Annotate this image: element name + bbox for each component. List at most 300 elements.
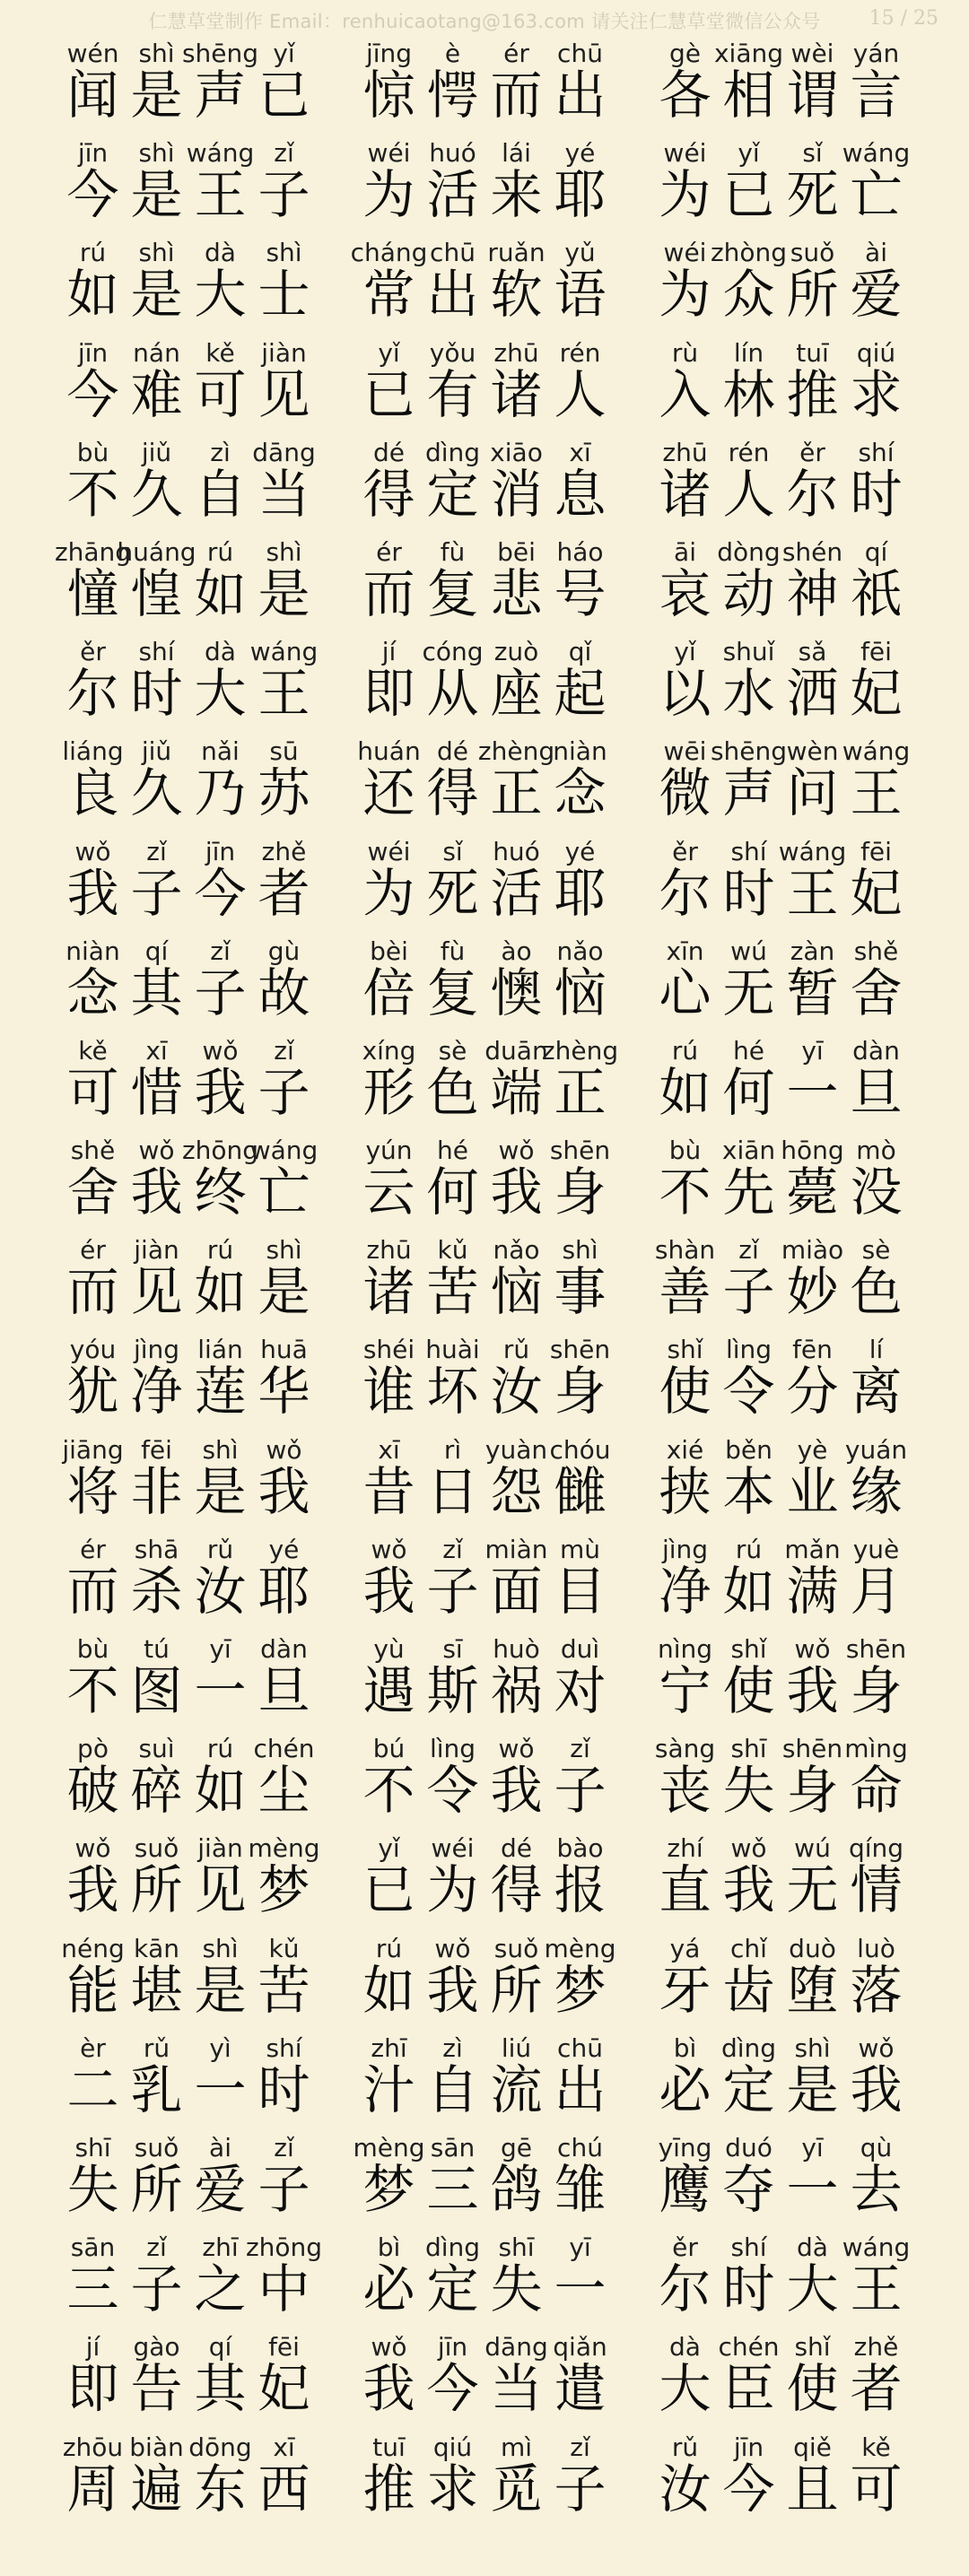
phrase bbox=[61, 1731, 316, 1831]
character-cell bbox=[252, 135, 316, 235]
pinyin: shí bbox=[266, 2032, 302, 2063]
hanzi: 我 bbox=[490, 1162, 543, 1223]
pinyin: mì bbox=[500, 2432, 533, 2462]
hanzi: 我 bbox=[130, 1162, 183, 1223]
pinyin: suǒ bbox=[790, 238, 835, 268]
hanzi: 汁 bbox=[362, 2058, 415, 2120]
pinyin: jiǔ bbox=[141, 437, 172, 467]
pinyin: bì bbox=[377, 2232, 401, 2263]
phrase bbox=[653, 1033, 908, 1133]
pinyin: mèng bbox=[248, 1833, 320, 1864]
character-cell bbox=[125, 235, 188, 335]
hanzi: 王 bbox=[786, 862, 839, 924]
pinyin: ěr bbox=[80, 637, 106, 667]
hanzi: 时 bbox=[722, 862, 775, 924]
hanzi: 求 bbox=[850, 363, 903, 425]
pinyin: xī bbox=[569, 437, 591, 467]
pinyin: shí bbox=[730, 836, 767, 866]
hanzi: 如 bbox=[194, 562, 247, 624]
character-cell bbox=[252, 934, 316, 1033]
character-cell bbox=[61, 934, 125, 1033]
character-cell bbox=[61, 1831, 125, 1930]
phrase bbox=[357, 834, 612, 934]
hanzi: 离 bbox=[850, 1361, 903, 1423]
pinyin: chú bbox=[557, 2132, 603, 2163]
character-cell bbox=[717, 834, 781, 934]
character-cell bbox=[188, 1033, 252, 1133]
character-cell bbox=[548, 135, 612, 235]
phrase bbox=[61, 1532, 316, 1632]
hanzi: 是 bbox=[786, 2058, 839, 2120]
pinyin: duò bbox=[789, 1933, 836, 1963]
hanzi: 定 bbox=[426, 2258, 479, 2320]
hanzi: 所 bbox=[130, 2158, 183, 2220]
hanzi: 色 bbox=[850, 1261, 903, 1323]
pinyin: háo bbox=[556, 536, 604, 567]
phrase bbox=[357, 1332, 612, 1432]
hanzi: 我 bbox=[258, 1460, 310, 1522]
hanzi: 身 bbox=[554, 1361, 607, 1423]
hanzi: 为 bbox=[659, 264, 711, 326]
pinyin: kǔ bbox=[437, 1235, 468, 1266]
pinyin: bèi bbox=[370, 936, 408, 966]
character-cell bbox=[421, 435, 484, 535]
phrase bbox=[61, 1432, 316, 1532]
hanzi: 王 bbox=[850, 2258, 903, 2320]
character-cell bbox=[357, 634, 421, 734]
hanzi: 先 bbox=[722, 1162, 775, 1223]
character-cell bbox=[781, 335, 844, 435]
character-cell bbox=[653, 2031, 717, 2130]
character-cell bbox=[188, 1731, 252, 1831]
character-cell bbox=[252, 1033, 316, 1133]
character-cell bbox=[717, 1232, 781, 1332]
character-cell bbox=[484, 1931, 548, 2031]
hanzi: 妃 bbox=[850, 663, 903, 725]
hanzi: 子 bbox=[258, 164, 310, 226]
hanzi: 如 bbox=[194, 1760, 247, 1822]
text-row bbox=[61, 1432, 908, 1532]
pinyin: wǒ bbox=[498, 1136, 535, 1166]
phrase bbox=[357, 1133, 612, 1232]
pinyin: yì bbox=[209, 2032, 231, 2063]
pinyin: rǔ bbox=[206, 1534, 234, 1564]
phrase bbox=[61, 235, 316, 335]
hanzi: 活 bbox=[426, 164, 479, 226]
character-cell bbox=[421, 1232, 484, 1332]
hanzi: 满 bbox=[786, 1560, 839, 1622]
hanzi: 复 bbox=[426, 962, 479, 1023]
pinyin: yù bbox=[373, 1634, 405, 1664]
character-cell bbox=[357, 834, 421, 934]
character-cell bbox=[125, 1931, 188, 2031]
hanzi: 使 bbox=[786, 2358, 839, 2420]
character-cell bbox=[548, 435, 612, 535]
hanzi: 苦 bbox=[426, 1261, 479, 1323]
character-cell bbox=[717, 2130, 781, 2230]
pinyin: dé bbox=[373, 437, 405, 467]
character-cell bbox=[188, 1831, 252, 1930]
character-cell bbox=[653, 1632, 717, 1731]
character-cell bbox=[125, 1133, 188, 1232]
pinyin: lìng bbox=[725, 1335, 773, 1365]
character-cell bbox=[653, 2230, 717, 2329]
pinyin: lái bbox=[502, 138, 531, 169]
pinyin: wǒ bbox=[858, 2032, 895, 2063]
character-cell bbox=[421, 1332, 484, 1432]
pinyin: jí bbox=[85, 2332, 100, 2363]
character-cell bbox=[484, 2031, 548, 2130]
hanzi: 日 bbox=[426, 1460, 479, 1522]
hanzi: 子 bbox=[130, 862, 183, 924]
character-cell bbox=[188, 335, 252, 435]
hanzi: 其 bbox=[194, 2358, 247, 2420]
phrase bbox=[61, 634, 319, 734]
pinyin: xiāng bbox=[713, 39, 784, 68]
hanzi: 是 bbox=[194, 1460, 247, 1522]
hanzi: 复 bbox=[426, 562, 479, 624]
phrase bbox=[61, 934, 316, 1033]
pinyin: jiàn bbox=[261, 337, 307, 368]
character-cell bbox=[421, 1831, 484, 1930]
pinyin: yé bbox=[564, 836, 596, 866]
hanzi: 念 bbox=[554, 762, 607, 824]
hanzi: 耶 bbox=[554, 862, 607, 924]
character-cell bbox=[548, 734, 612, 833]
pinyin: yán bbox=[852, 39, 900, 68]
phrase bbox=[653, 1232, 908, 1332]
character-cell bbox=[188, 2430, 252, 2529]
text-row bbox=[61, 834, 908, 934]
pinyin: chǐ bbox=[730, 1933, 767, 1963]
hanzi: 今 bbox=[194, 862, 247, 924]
hanzi: 谓 bbox=[786, 65, 839, 126]
hanzi: 我 bbox=[490, 1760, 543, 1822]
character-cell bbox=[61, 2329, 125, 2429]
pinyin: bù bbox=[668, 1136, 702, 1166]
phrase bbox=[653, 1731, 908, 1831]
character-cell bbox=[188, 435, 252, 535]
pinyin: shì bbox=[266, 1235, 302, 1266]
hanzi: 尔 bbox=[659, 862, 711, 924]
pinyin: yǐ bbox=[378, 337, 400, 368]
character-cell bbox=[548, 1232, 612, 1332]
pinyin: shì bbox=[562, 1235, 598, 1266]
character-cell bbox=[252, 1332, 316, 1432]
character-cell bbox=[125, 1632, 188, 1731]
character-cell bbox=[188, 734, 252, 833]
hanzi: 非 bbox=[130, 1460, 183, 1522]
pinyin: chū bbox=[430, 238, 476, 268]
pinyin: hé bbox=[733, 1035, 764, 1066]
character-cell bbox=[653, 1332, 717, 1432]
character-cell bbox=[252, 2130, 316, 2230]
pinyin: tú bbox=[144, 1634, 170, 1664]
character-cell bbox=[248, 1831, 320, 1930]
phrase bbox=[61, 2130, 316, 2230]
pinyin: huā bbox=[260, 1335, 308, 1365]
pinyin: shēn bbox=[781, 1734, 843, 1764]
hanzi: 净 bbox=[659, 1560, 711, 1622]
hanzi: 遍 bbox=[130, 2458, 183, 2519]
character-cell bbox=[61, 834, 125, 934]
hanzi: 可 bbox=[850, 2458, 903, 2519]
hanzi: 闻 bbox=[66, 65, 119, 126]
pinyin: shēn bbox=[549, 1335, 611, 1365]
pinyin: zhèng bbox=[541, 1035, 619, 1066]
character-cell bbox=[477, 734, 555, 833]
character-cell bbox=[541, 1033, 619, 1133]
pinyin: yé bbox=[268, 1534, 300, 1564]
pinyin: liáng bbox=[62, 736, 124, 767]
character-cell bbox=[125, 2230, 188, 2329]
pinyin: wéi bbox=[663, 138, 707, 169]
text-row bbox=[61, 634, 908, 734]
hanzi: 鹰 bbox=[659, 2158, 711, 2220]
pinyin: shě bbox=[70, 1136, 116, 1166]
character-cell bbox=[357, 2329, 421, 2429]
text-row bbox=[61, 1033, 908, 1133]
hanzi: 端 bbox=[490, 1061, 543, 1123]
character-cell bbox=[653, 1432, 717, 1532]
hanzi: 且 bbox=[786, 2458, 839, 2519]
hanzi: 一 bbox=[194, 2058, 247, 2120]
character-cell bbox=[421, 834, 484, 934]
character-cell bbox=[717, 2031, 781, 2130]
hanzi: 妃 bbox=[258, 2358, 310, 2420]
character-cell bbox=[61, 2230, 125, 2329]
hanzi: 惶 bbox=[130, 562, 183, 624]
character-cell bbox=[350, 235, 428, 335]
hanzi: 鸽 bbox=[490, 2158, 543, 2220]
hanzi: 愕 bbox=[426, 65, 479, 126]
hanzi: 今 bbox=[66, 164, 119, 226]
pinyin: qí bbox=[208, 2332, 232, 2363]
hanzi: 子 bbox=[258, 1061, 310, 1123]
pinyin: ài bbox=[865, 238, 887, 268]
pinyin: qí bbox=[144, 936, 169, 966]
pinyin: kě bbox=[78, 1035, 108, 1066]
character-cell bbox=[548, 834, 612, 934]
character-cell bbox=[61, 634, 125, 734]
phrase bbox=[653, 1831, 908, 1930]
hanzi: 面 bbox=[490, 1560, 543, 1622]
hanzi: 耶 bbox=[258, 1560, 310, 1622]
text-row bbox=[61, 1831, 908, 1930]
pinyin: zǐ bbox=[570, 2432, 590, 2462]
hanzi: 尘 bbox=[258, 1760, 310, 1822]
hanzi: 何 bbox=[426, 1162, 479, 1223]
character-cell bbox=[844, 36, 908, 135]
page-header bbox=[0, 0, 969, 39]
character-cell bbox=[125, 2329, 188, 2429]
character-cell bbox=[484, 1332, 548, 1432]
text-grid bbox=[54, 36, 911, 2529]
character-cell bbox=[717, 1931, 781, 2031]
pinyin: zǐ bbox=[274, 1035, 294, 1066]
hanzi: 为 bbox=[362, 862, 415, 924]
hanzi: 定 bbox=[426, 463, 479, 525]
hanzi: 旦 bbox=[850, 1061, 903, 1123]
character-cell bbox=[252, 1731, 316, 1831]
pinyin: xiāo bbox=[490, 437, 543, 467]
hanzi: 子 bbox=[554, 2458, 607, 2519]
hanzi: 可 bbox=[194, 363, 247, 425]
pinyin: wǒ bbox=[74, 1833, 111, 1864]
hanzi: 正 bbox=[554, 1061, 607, 1123]
character-cell bbox=[484, 36, 548, 135]
text-row bbox=[61, 1731, 908, 1831]
pinyin: huó bbox=[429, 138, 476, 169]
character-cell bbox=[781, 235, 844, 335]
text-row bbox=[54, 535, 908, 634]
character-cell bbox=[653, 335, 717, 435]
phrase bbox=[357, 1033, 619, 1133]
character-cell bbox=[548, 335, 612, 435]
pinyin: yī bbox=[209, 1634, 231, 1664]
pinyin: dāng bbox=[252, 437, 316, 467]
character-cell bbox=[188, 1232, 252, 1332]
text-row bbox=[61, 1332, 908, 1432]
character-cell bbox=[357, 36, 421, 135]
hanzi: 难 bbox=[130, 363, 183, 425]
pinyin: wáng bbox=[842, 736, 911, 767]
character-cell bbox=[252, 235, 316, 335]
hanzi: 号 bbox=[554, 562, 607, 624]
hanzi: 令 bbox=[722, 1361, 775, 1423]
pinyin: nǎi bbox=[201, 736, 240, 767]
character-cell bbox=[252, 834, 316, 934]
character-cell bbox=[781, 1332, 844, 1432]
phrase bbox=[357, 734, 612, 833]
hanzi: 子 bbox=[194, 962, 247, 1023]
pinyin: miàn bbox=[484, 1534, 548, 1564]
pinyin: jiàn bbox=[134, 1235, 179, 1266]
hanzi: 妙 bbox=[786, 1261, 839, 1323]
hanzi: 所 bbox=[130, 1859, 183, 1921]
header-text: 仁慧草堂制作 Email：renhuicaotang@163.com 请关注仁慧草堂微信公众号 bbox=[148, 11, 821, 32]
phrase bbox=[357, 2329, 612, 2429]
hanzi: 如 bbox=[362, 1959, 415, 2021]
pinyin: qù bbox=[860, 2132, 893, 2163]
pinyin: qǐ bbox=[568, 637, 592, 667]
hanzi: 子 bbox=[258, 2158, 310, 2220]
character-cell bbox=[544, 1931, 616, 2031]
character-cell bbox=[717, 934, 781, 1033]
pinyin: zǐ bbox=[738, 1235, 759, 1266]
phrase bbox=[61, 2230, 323, 2329]
phrase bbox=[653, 2031, 908, 2130]
character-cell bbox=[188, 1632, 252, 1731]
character-cell bbox=[781, 1731, 844, 1831]
character-cell bbox=[188, 1532, 252, 1632]
character-cell bbox=[717, 1731, 781, 1831]
pinyin: wáng bbox=[842, 2232, 911, 2263]
hanzi: 必 bbox=[362, 2258, 415, 2320]
hanzi: 以 bbox=[659, 663, 711, 725]
phrase bbox=[653, 135, 911, 235]
text-row bbox=[61, 435, 908, 535]
hanzi: 是 bbox=[194, 1959, 247, 2021]
character-cell bbox=[548, 1432, 612, 1532]
hanzi: 王 bbox=[258, 663, 310, 725]
hanzi: 出 bbox=[554, 65, 607, 126]
character-cell bbox=[548, 2430, 612, 2529]
pinyin: dé bbox=[437, 736, 468, 767]
pinyin: huài bbox=[425, 1335, 480, 1365]
pinyin: rǔ bbox=[502, 1335, 530, 1365]
character-cell bbox=[781, 1632, 844, 1731]
pinyin: zhī bbox=[202, 2232, 239, 2263]
hanzi: 我 bbox=[850, 2058, 903, 2120]
character-cell bbox=[421, 2230, 484, 2329]
pinyin: sǎ bbox=[798, 637, 827, 667]
character-cell bbox=[844, 535, 908, 634]
text-row bbox=[61, 1632, 908, 1731]
phrase bbox=[61, 36, 316, 135]
pinyin: shēng bbox=[181, 39, 259, 68]
hanzi: 是 bbox=[258, 562, 310, 624]
hanzi: 汝 bbox=[490, 1361, 543, 1423]
character-cell bbox=[844, 2130, 908, 2230]
pinyin: wáng bbox=[186, 138, 255, 169]
character-cell bbox=[357, 2430, 421, 2529]
pinyin: chén bbox=[718, 2332, 780, 2363]
text-row bbox=[61, 1532, 908, 1632]
pinyin: zhōng bbox=[245, 2232, 323, 2263]
character-cell bbox=[781, 1532, 844, 1632]
text-row bbox=[61, 2230, 911, 2329]
hanzi: 为 bbox=[659, 164, 711, 226]
pinyin: yī bbox=[801, 2132, 824, 2163]
pinyin: shàn bbox=[654, 1235, 716, 1266]
hanzi: 汝 bbox=[194, 1560, 247, 1622]
pinyin: zhòng bbox=[710, 238, 788, 268]
pinyin: ér bbox=[80, 1534, 106, 1564]
hanzi: 一 bbox=[786, 1061, 839, 1123]
character-cell bbox=[781, 535, 844, 634]
hanzi: 子 bbox=[554, 1760, 607, 1822]
hanzi: 得 bbox=[426, 762, 479, 824]
hanzi: 中 bbox=[258, 2258, 310, 2320]
hanzi: 祇 bbox=[850, 562, 903, 624]
hanzi: 自 bbox=[426, 2058, 479, 2120]
hanzi: 三 bbox=[66, 2258, 119, 2320]
hanzi: 诸 bbox=[362, 1261, 415, 1323]
hanzi: 尔 bbox=[786, 463, 839, 525]
hanzi: 善 bbox=[659, 1261, 711, 1323]
character-cell bbox=[653, 2430, 717, 2529]
hanzi: 臣 bbox=[722, 2358, 775, 2420]
pinyin: wèn bbox=[786, 736, 839, 767]
pinyin: zhèng bbox=[477, 736, 555, 767]
character-cell bbox=[781, 2031, 844, 2130]
hanzi: 动 bbox=[722, 562, 775, 624]
hanzi: 众 bbox=[722, 264, 775, 326]
character-cell bbox=[653, 435, 717, 535]
hanzi: 周 bbox=[66, 2458, 119, 2519]
pinyin: duó bbox=[725, 2132, 773, 2163]
character-cell bbox=[781, 2130, 844, 2230]
hanzi: 命 bbox=[850, 1760, 903, 1822]
hanzi: 得 bbox=[490, 1859, 543, 1921]
character-cell bbox=[653, 1532, 717, 1632]
character-cell bbox=[548, 2031, 612, 2130]
phrase bbox=[61, 1632, 316, 1731]
pinyin: sū bbox=[269, 736, 299, 767]
pinyin: wéi bbox=[663, 238, 707, 268]
character-cell bbox=[717, 335, 781, 435]
